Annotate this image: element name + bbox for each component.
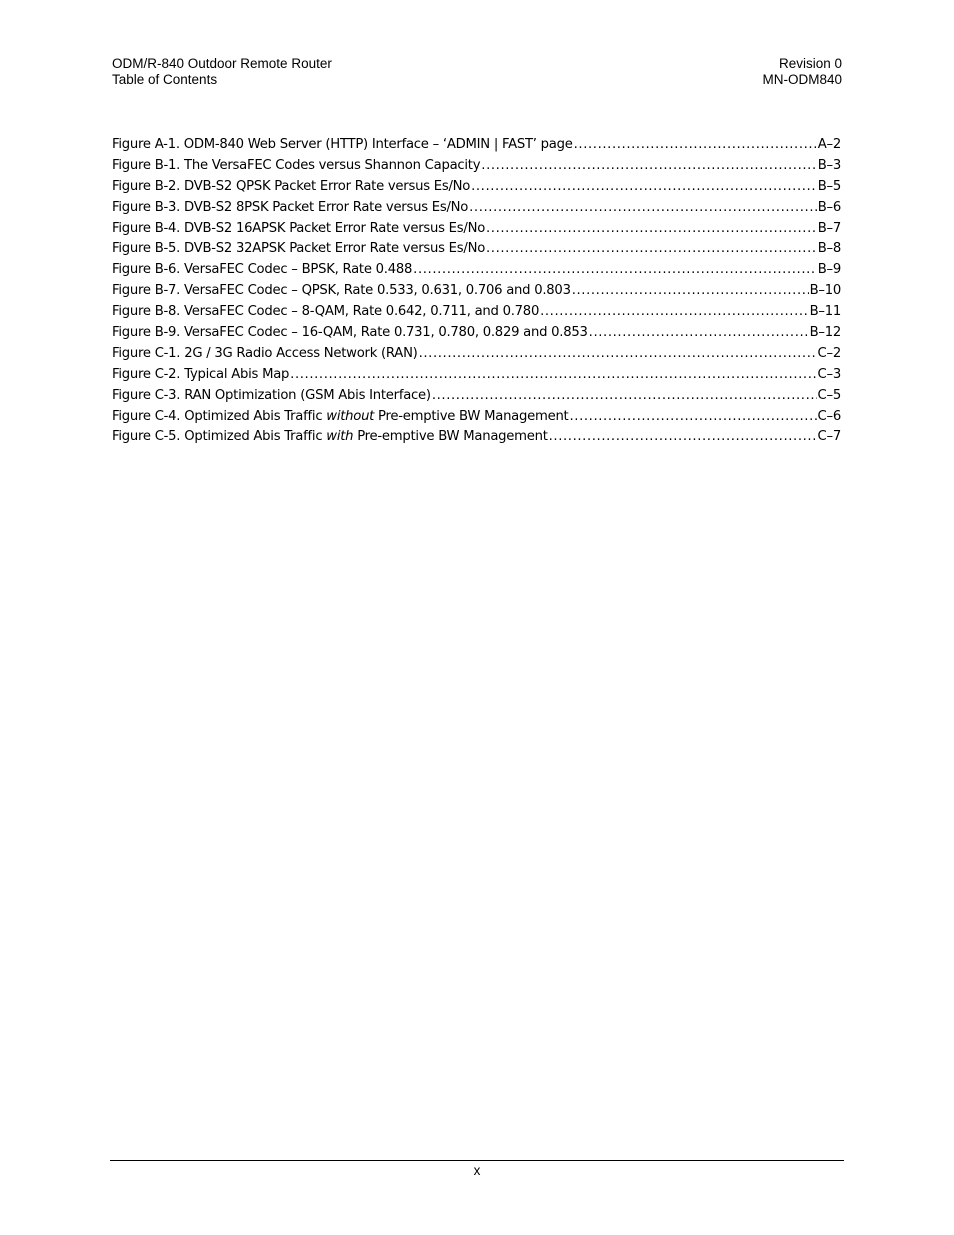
toc-entry-title-text: Figure C-5. Optimized Abis Traffic <box>112 429 327 445</box>
toc-entry-page: C–7 <box>817 429 841 445</box>
toc-entry-page: B–5 <box>817 178 841 194</box>
toc-dot-leader <box>569 407 816 428</box>
toc-entry-page: A–2 <box>817 137 841 152</box>
toc-entry[interactable] <box>112 198 841 219</box>
toc-entry-page: B–9 <box>817 262 841 278</box>
toc-entry-title-text: Figure C-2. Typical Abis Map <box>112 366 290 382</box>
toc-entry-title <box>112 135 573 156</box>
document-title: ODM/R-840 Outdoor Remote Router <box>112 56 332 71</box>
toc-entry-page: B–11 <box>809 304 841 320</box>
header-row-2 <box>112 72 842 88</box>
toc-entry-title <box>112 407 568 428</box>
table-of-figures <box>112 135 841 448</box>
toc-entry-title <box>112 386 431 407</box>
toc-entry-title-text: Figure C-4. Optimized Abis Traffic <box>112 408 327 424</box>
toc-entry-page: B–12 <box>809 325 841 341</box>
toc-entry-title-text: Figure B-8. VersaFEC Codec – 8-QAM, Rate 0.642, 0.711, and 0.780 <box>112 304 540 320</box>
toc-dot-leader <box>572 281 809 302</box>
toc-entry-title-text: Figure B-6. VersaFEC Codec – BPSK, Rate 0.488 <box>112 262 413 278</box>
toc-entry-page: C–3 <box>817 366 841 382</box>
toc-dot-leader <box>574 135 817 156</box>
toc-entry-title <box>112 323 588 344</box>
toc-entry[interactable] <box>112 302 841 323</box>
toc-entry-page: B–10 <box>809 283 841 299</box>
toc-entry[interactable] <box>112 219 841 240</box>
toc-entry-page: C–6 <box>817 408 841 424</box>
toc-entry[interactable] <box>112 156 841 177</box>
toc-dot-leader <box>486 239 817 260</box>
toc-entry[interactable] <box>112 135 841 156</box>
toc-dot-leader <box>471 177 817 198</box>
toc-entry-page: C–2 <box>817 345 841 361</box>
toc-dot-leader <box>432 386 817 407</box>
toc-entry-title <box>112 281 571 302</box>
toc-dot-leader <box>469 198 817 219</box>
toc-entry-title-text: Figure A-1. ODM-840 Web Server (HTTP) Interface – ‘ADMIN | FAST’ page <box>112 137 573 152</box>
toc-entry-title <box>112 365 289 386</box>
toc-entry-title-text: Figure B-3. DVB-S2 8PSK Packet Error Rate versus Es/No <box>112 199 469 215</box>
footer-divider <box>110 1160 844 1161</box>
toc-entry-page: B–8 <box>817 241 841 257</box>
toc-dot-leader <box>419 344 817 365</box>
toc-dot-leader <box>540 302 808 323</box>
toc-entry[interactable] <box>112 427 841 448</box>
toc-entry-page: B–7 <box>817 220 841 236</box>
footer-page-number: x <box>473 1163 481 1178</box>
toc-entry-title <box>112 427 548 448</box>
toc-entry-page: B–3 <box>817 157 841 173</box>
toc-entry-title-text: Figure B-5. DVB-S2 32APSK Packet Error Rate versus Es/No <box>112 241 486 257</box>
toc-entry-title-text: Figure B-2. DVB-S2 QPSK Packet Error Rate versus Es/No <box>112 178 471 194</box>
toc-entry[interactable] <box>112 177 841 198</box>
document-number: MN-ODM840 <box>762 72 842 87</box>
page-header <box>112 56 842 88</box>
toc-dot-leader <box>481 156 816 177</box>
toc-dot-leader <box>486 219 817 240</box>
toc-entry[interactable] <box>112 260 841 281</box>
header-row-1 <box>112 56 842 72</box>
toc-dot-leader <box>290 365 816 386</box>
toc-entry[interactable] <box>112 386 841 407</box>
toc-entry-title <box>112 302 539 323</box>
toc-entry-title <box>112 260 412 281</box>
toc-entry-page: B–6 <box>817 199 841 215</box>
toc-entry-title <box>112 177 470 198</box>
toc-entry-title-suffix: Pre-emptive BW Management <box>353 429 548 445</box>
toc-entry-title-text: Figure B-1. The VersaFEC Codes versus Shannon Capacity <box>112 157 481 173</box>
section-title: Table of Contents <box>112 72 218 87</box>
toc-entry-title <box>112 156 480 177</box>
toc-entry[interactable] <box>112 281 841 302</box>
toc-entry-page: C–5 <box>817 387 841 403</box>
toc-dot-leader <box>413 260 817 281</box>
toc-entry-title <box>112 219 485 240</box>
toc-entry[interactable] <box>112 239 841 260</box>
toc-entry[interactable] <box>112 323 841 344</box>
toc-entry-title-text: Figure C-3. RAN Optimization (GSM Abis Interface) <box>112 387 431 403</box>
toc-entry-title-text: Figure C-1. 2G / 3G Radio Access Network (RAN) <box>112 345 418 361</box>
toc-entry-title <box>112 344 418 365</box>
toc-entry-title <box>112 198 468 219</box>
toc-entry-title-text: Figure B-4. DVB-S2 16APSK Packet Error Rate versus Es/No <box>112 220 486 236</box>
toc-entry-title <box>112 239 485 260</box>
toc-entry[interactable] <box>112 365 841 386</box>
toc-entry-title-text: Figure B-9. VersaFEC Codec – 16-QAM, Rate 0.731, 0.780, 0.829 and 0.853 <box>112 325 588 341</box>
toc-dot-leader <box>589 323 809 344</box>
toc-entry-title-text: Figure B-7. VersaFEC Codec – QPSK, Rate 0.533, 0.631, 0.706 and 0.803 <box>112 283 571 299</box>
toc-entry[interactable] <box>112 407 841 428</box>
toc-dot-leader <box>549 427 817 448</box>
toc-entry-title-emphasis: without <box>326 408 375 424</box>
toc-entry[interactable] <box>112 344 841 365</box>
revision-label: Revision 0 <box>778 56 842 71</box>
toc-entry-title-emphasis: with <box>326 429 354 445</box>
toc-entry-title-suffix: Pre-emptive BW Management <box>374 408 569 424</box>
